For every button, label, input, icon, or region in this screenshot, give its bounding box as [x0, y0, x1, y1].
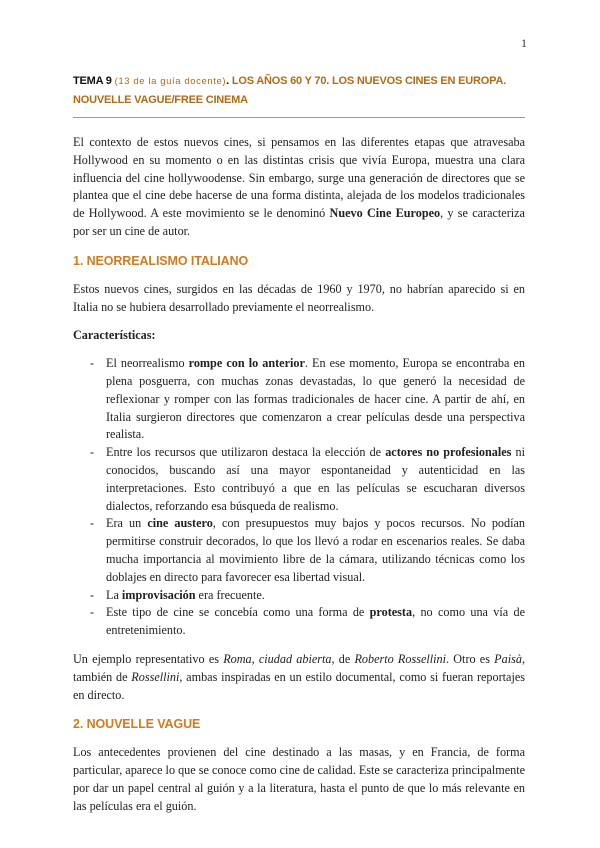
intro-text: El contexto de estos nuevos cines, si pensamos en las diferentes etapas que atravesaba Hollywood en su momento o en las distintas crisis que vivía Europa, muestra una clara influencia del cine hollywoodense. Sin embargo, surge una generación de directores que se plantea que el cine debe hacerse de una forma distinta, alejada de los modelos tradicionales de Hollywood. A este movimiento se le denominó	[73, 135, 525, 221]
title-note: (13 de la guía docente)	[114, 76, 227, 87]
intro-bold-term: Nuevo Cine Europeo	[329, 206, 441, 221]
section-heading-nouvelle-vague: 2. NOUVELLE VAGUE	[73, 717, 201, 732]
film-title: Paisà	[494, 651, 522, 666]
section-heading-neorrealismo: 1. NEORREALISMO ITALIANO	[73, 253, 249, 268]
bullet-text: . En ese momento, Europa se encontraba en plena posguerra, con muchas zonas devastadas, lo que generó la necesidad de reflexionar y romper con las formas tradicionales de hacer cine. A partir de ahí, en Italia surgieron directores que comenzaron a crear películas desde una perspectiva realista.	[106, 356, 525, 442]
characteristics-label: Características:	[73, 328, 156, 343]
example-paragraph	[73, 651, 525, 704]
bullet-dash: -	[90, 356, 95, 371]
bullet-text: ni conocidos, buscando así una mayor espontaneidad y autenticidad en las interpretaciones. Esto contribuyó a que en las películas se escucharan diversos dialectos, reforzando esa búsqueda de realismo.	[106, 445, 526, 513]
example-text: , también de	[73, 651, 525, 684]
bullet-text: Era un	[106, 516, 148, 531]
document-title	[73, 72, 525, 109]
example-text: , ambas inspiradas en un estilo documental, como si fueran reportajes en directo.	[73, 669, 525, 702]
example-text: . Otro es	[446, 651, 495, 666]
bullet-text: , con presupuestos muy bajos y pocos recursos. No podían permitirse construir decorados, lo que los llevó a rodar en escenarios reales. Se daba mucha importancia al movimiento libre de la cámara, utilizando técnicas como los doblajes en directo para favorecer esa libertad visual.	[106, 516, 526, 584]
page-number: 1	[521, 36, 527, 50]
section1-paragraph: Estos nuevos cines, surgidos en las décadas de 1960 y 1970, no habrían aparecido si en Italia no se hubiera desarrollado previamente el neorrealismo.	[73, 281, 525, 314]
intro-after: , y se caracteriza por ser un cine de autor.	[73, 206, 525, 238]
section2-paragraph: Los antecedentes provienen del cine destinado a las masas, y en Francia, de forma particular, aparece lo que se conoce como cine de calidad. Este se caracteriza principalmente por dar un papel central al guión y a la literatura, hasta el punto de que lo más relevante en las películas era el guión.	[73, 745, 525, 813]
bullet-dash: -	[90, 445, 95, 460]
bullet-text: , no como una vía de entretenimiento.	[106, 605, 525, 638]
bullet-text: era frecuente.	[195, 587, 265, 602]
director-name: Roberto Rossellini	[354, 651, 446, 666]
bullet-text: Este tipo de cine se concebía como una forma de	[106, 605, 370, 620]
bullet-bold: cine austero	[147, 516, 213, 531]
director-name: Rossellini	[131, 669, 180, 684]
bullet-dash: -	[90, 516, 95, 531]
intro-paragraph	[73, 134, 525, 241]
bullet-dash: -	[90, 587, 95, 602]
bullet-bold: improvisación	[121, 587, 196, 602]
bullet-bold: rompe con lo anterior	[188, 356, 305, 371]
bullet-text: El neorrealismo	[106, 356, 189, 371]
example-text: , de	[331, 651, 355, 666]
title-tema: TEMA 9	[73, 75, 112, 87]
bullet-text: Entre los recursos que utilizaron destaca la elección de	[106, 445, 386, 460]
list-item	[73, 604, 525, 640]
example-text: Un ejemplo representativo es	[73, 651, 224, 666]
characteristics-list	[73, 355, 525, 640]
document-body	[73, 134, 525, 827]
title-separator: .	[226, 75, 229, 87]
bullet-bold: actores no profesionales	[385, 445, 512, 460]
list-item	[73, 587, 525, 605]
title-main: LOS AÑOS 60 Y 70. LOS NUEVOS CINES EN EUROPA. NOUVELLE VAGUE/FREE CINEMA	[73, 75, 507, 106]
list-item	[73, 444, 525, 515]
bullet-dash: -	[90, 605, 95, 620]
title-divider	[73, 117, 525, 118]
bullet-text: La	[106, 587, 122, 602]
film-title: Roma, ciudad abierta	[223, 651, 332, 666]
bullet-bold: protesta	[369, 605, 413, 620]
list-item	[73, 515, 525, 586]
list-item	[73, 355, 525, 444]
